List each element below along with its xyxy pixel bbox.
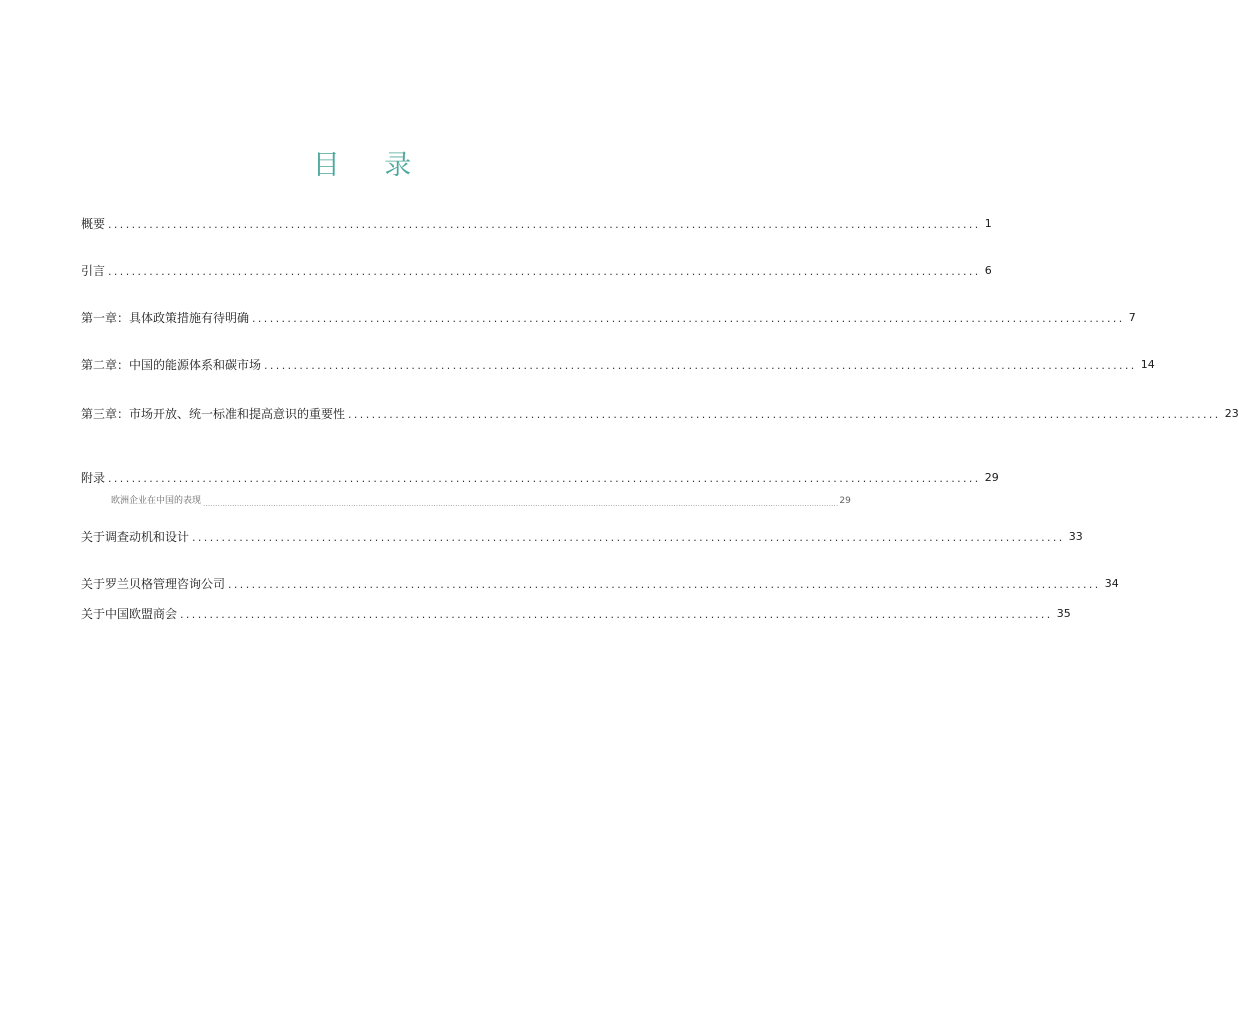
dot-leader: ....................................................................................................................................................: [108, 218, 981, 231]
toc-entry-appendix[interactable]: [81, 468, 999, 486]
dot-leader: ....................................................................................................................................................: [108, 265, 981, 278]
toc-page-number: 34: [1104, 577, 1119, 590]
toc-page-number: 35: [1056, 607, 1071, 620]
toc-entry-label: 第二章：中国的能源体系和碳市场: [81, 358, 262, 372]
toc-entry-label: 欧洲企业在中国的表现: [111, 496, 202, 506]
toc-entry-label: 第一章：具体政策措施有待明确: [81, 311, 250, 325]
toc-entry-label: 附录: [81, 471, 106, 485]
toc-entry-label: 第三章：市场开放、统一标准和提高意识的重要性: [81, 407, 346, 421]
toc-entry-label: 引言: [81, 264, 106, 278]
dot-leader: ....................................................................................................................................................: [108, 472, 981, 485]
dot-leader: ....................................................................................................................................................: [180, 608, 1053, 621]
toc-entry-european-companies[interactable]: [111, 491, 851, 509]
dot-leader: ....................................................................................................................................................: [228, 578, 1101, 591]
toc-page-number: 14: [1140, 358, 1155, 371]
toc-page-number: 33: [1068, 530, 1083, 543]
toc-entry-eu-chamber[interactable]: [81, 604, 1071, 622]
toc-entry-label: 关于罗兰贝格管理咨询公司: [81, 577, 226, 591]
toc-entry-survey-design[interactable]: [81, 527, 1083, 545]
toc-entry-chapter-3[interactable]: [81, 404, 1239, 422]
toc-entry-label: 概要: [81, 217, 106, 231]
toc-entry-introduction[interactable]: [81, 261, 992, 279]
toc-page-number: 7: [1128, 311, 1136, 324]
toc-entry-chapter-2[interactable]: [81, 355, 1155, 373]
toc-page-number: 29: [839, 496, 851, 506]
toc-entry-overview[interactable]: [81, 214, 992, 232]
toc-page-number: 29: [984, 471, 999, 484]
dot-leader: ......................................................................................................................................................................................................................................................................: [203, 500, 839, 508]
dot-leader: ....................................................................................................................................................: [192, 531, 1065, 544]
toc-page-number: 6: [984, 264, 992, 277]
toc-page-number: 23: [1224, 407, 1239, 420]
toc-entry-label: 关于调查动机和设计: [81, 530, 190, 544]
toc-page-number: 1: [984, 217, 992, 230]
toc-title: 目 录: [312, 150, 430, 181]
toc-entry-chapter-1[interactable]: [81, 308, 1136, 326]
toc-entry-label: 关于中国欧盟商会: [81, 607, 178, 621]
dot-leader: ....................................................................................................................................................: [264, 359, 1137, 372]
dot-leader: ....................................................................................................................................................: [252, 312, 1125, 325]
toc-entry-roland-berger[interactable]: [81, 574, 1119, 592]
dot-leader: ....................................................................................................................................................: [348, 408, 1221, 421]
